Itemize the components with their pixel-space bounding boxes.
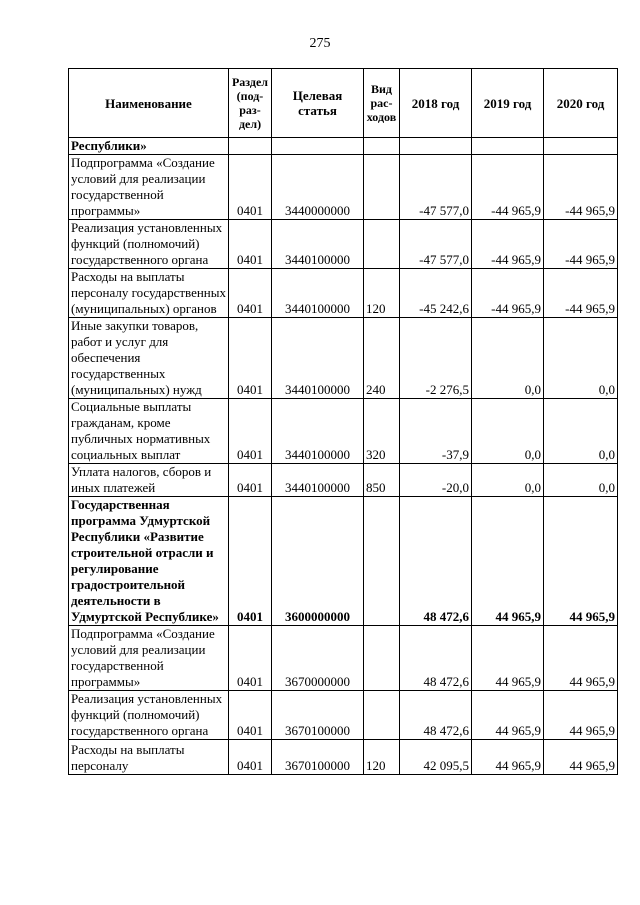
row-value-2020: -44 965,9 (544, 269, 618, 318)
table-row (69, 626, 618, 691)
row-statya: 3440100000 (272, 220, 364, 269)
row-value-2018 (400, 138, 472, 155)
row-statya: 3440100000 (272, 318, 364, 399)
row-value-2020: 44 965,9 (544, 740, 618, 775)
row-value-2018: 48 472,6 (400, 497, 472, 626)
table-row (69, 740, 618, 775)
row-name: Подпрограмма «Создание условий для реализации государственной программы» (69, 626, 229, 691)
col-header-statya: Целевая статья (272, 69, 364, 138)
col-header-2020: 2020 год (544, 69, 618, 138)
row-razdel: 0401 (229, 691, 272, 740)
row-razdel (229, 138, 272, 155)
row-name: Социальные выплаты гражданам, кроме публичных нормативных социальных выплат (69, 399, 229, 464)
row-value-2018: 48 472,6 (400, 691, 472, 740)
row-vid (364, 155, 400, 220)
row-value-2018: -45 242,6 (400, 269, 472, 318)
table-row (69, 138, 618, 155)
row-statya: 3670000000 (272, 626, 364, 691)
row-name: Расходы на выплаты персоналу (69, 740, 229, 775)
row-vid (364, 691, 400, 740)
row-vid (364, 138, 400, 155)
row-value-2020: 44 965,9 (544, 691, 618, 740)
row-razdel: 0401 (229, 497, 272, 626)
col-header-2019: 2019 год (472, 69, 544, 138)
row-statya: 3600000000 (272, 497, 364, 626)
row-name: Иные закупки товаров, работ и услуг для обеспечения государственных (муниципальных) нужд (69, 318, 229, 399)
row-value-2020: 44 965,9 (544, 497, 618, 626)
row-name: Республики» (69, 138, 229, 155)
table-row (69, 318, 618, 399)
budget-table (68, 68, 618, 775)
row-value-2020: 0,0 (544, 399, 618, 464)
row-value-2020: 0,0 (544, 318, 618, 399)
row-vid: 120 (364, 740, 400, 775)
row-statya: 3440100000 (272, 399, 364, 464)
row-statya: 3670100000 (272, 740, 364, 775)
row-value-2019: 44 965,9 (472, 497, 544, 626)
row-value-2019: -44 965,9 (472, 155, 544, 220)
table-row (69, 269, 618, 318)
row-razdel: 0401 (229, 464, 272, 497)
table-row (69, 691, 618, 740)
row-value-2020: -44 965,9 (544, 220, 618, 269)
row-value-2020: -44 965,9 (544, 155, 618, 220)
row-statya: 3670100000 (272, 691, 364, 740)
row-vid (364, 220, 400, 269)
row-razdel: 0401 (229, 155, 272, 220)
row-statya: 3440100000 (272, 464, 364, 497)
row-razdel: 0401 (229, 318, 272, 399)
row-value-2018: -37,9 (400, 399, 472, 464)
row-value-2019: -44 965,9 (472, 269, 544, 318)
row-razdel: 0401 (229, 399, 272, 464)
row-value-2018: -2 276,5 (400, 318, 472, 399)
table-row (69, 399, 618, 464)
col-header-2018: 2018 год (400, 69, 472, 138)
row-razdel: 0401 (229, 220, 272, 269)
row-value-2019: 44 965,9 (472, 691, 544, 740)
row-value-2020: 0,0 (544, 464, 618, 497)
row-vid (364, 497, 400, 626)
row-razdel: 0401 (229, 626, 272, 691)
page-number: 275 (309, 36, 331, 51)
row-name: Реализация установленных функций (полномочий) государственного органа (69, 691, 229, 740)
row-value-2019 (472, 138, 544, 155)
row-value-2018: -47 577,0 (400, 155, 472, 220)
table-row (69, 220, 618, 269)
row-value-2020: 44 965,9 (544, 626, 618, 691)
table-row (69, 464, 618, 497)
row-value-2019: 0,0 (472, 399, 544, 464)
row-name: Расходы на выплаты персоналу государственных (муниципальных) органов (69, 269, 229, 318)
col-header-name: Наименование (69, 69, 229, 138)
row-value-2019: -44 965,9 (472, 220, 544, 269)
row-vid: 850 (364, 464, 400, 497)
row-statya: 3440100000 (272, 269, 364, 318)
col-header-razdel: Раздел (под-раз-дел) (229, 69, 272, 138)
row-value-2018: -47 577,0 (400, 220, 472, 269)
row-name: Государственная программа Удмуртской Республики «Развитие строительной отрасли и регулирование градостроительной деятельности в Удмуртской Республике» (69, 497, 229, 626)
col-header-vid: Вид рас-ходов (364, 69, 400, 138)
row-vid: 240 (364, 318, 400, 399)
table-row (69, 155, 618, 220)
row-razdel: 0401 (229, 740, 272, 775)
row-value-2019: 0,0 (472, 464, 544, 497)
row-value-2018: -20,0 (400, 464, 472, 497)
row-name: Уплата налогов, сборов и иных платежей (69, 464, 229, 497)
row-statya: 3440000000 (272, 155, 364, 220)
header-row (69, 69, 618, 138)
row-name: Подпрограмма «Создание условий для реализации государственной программы» (69, 155, 229, 220)
row-value-2018: 48 472,6 (400, 626, 472, 691)
row-statya (272, 138, 364, 155)
row-vid (364, 626, 400, 691)
row-value-2019: 44 965,9 (472, 626, 544, 691)
row-name: Реализация установленных функций (полномочий) государственного органа (69, 220, 229, 269)
row-value-2019: 0,0 (472, 318, 544, 399)
row-value-2018: 42 095,5 (400, 740, 472, 775)
row-razdel: 0401 (229, 269, 272, 318)
table-row (69, 497, 618, 626)
row-value-2019: 44 965,9 (472, 740, 544, 775)
row-vid: 320 (364, 399, 400, 464)
row-value-2020 (544, 138, 618, 155)
row-vid: 120 (364, 269, 400, 318)
